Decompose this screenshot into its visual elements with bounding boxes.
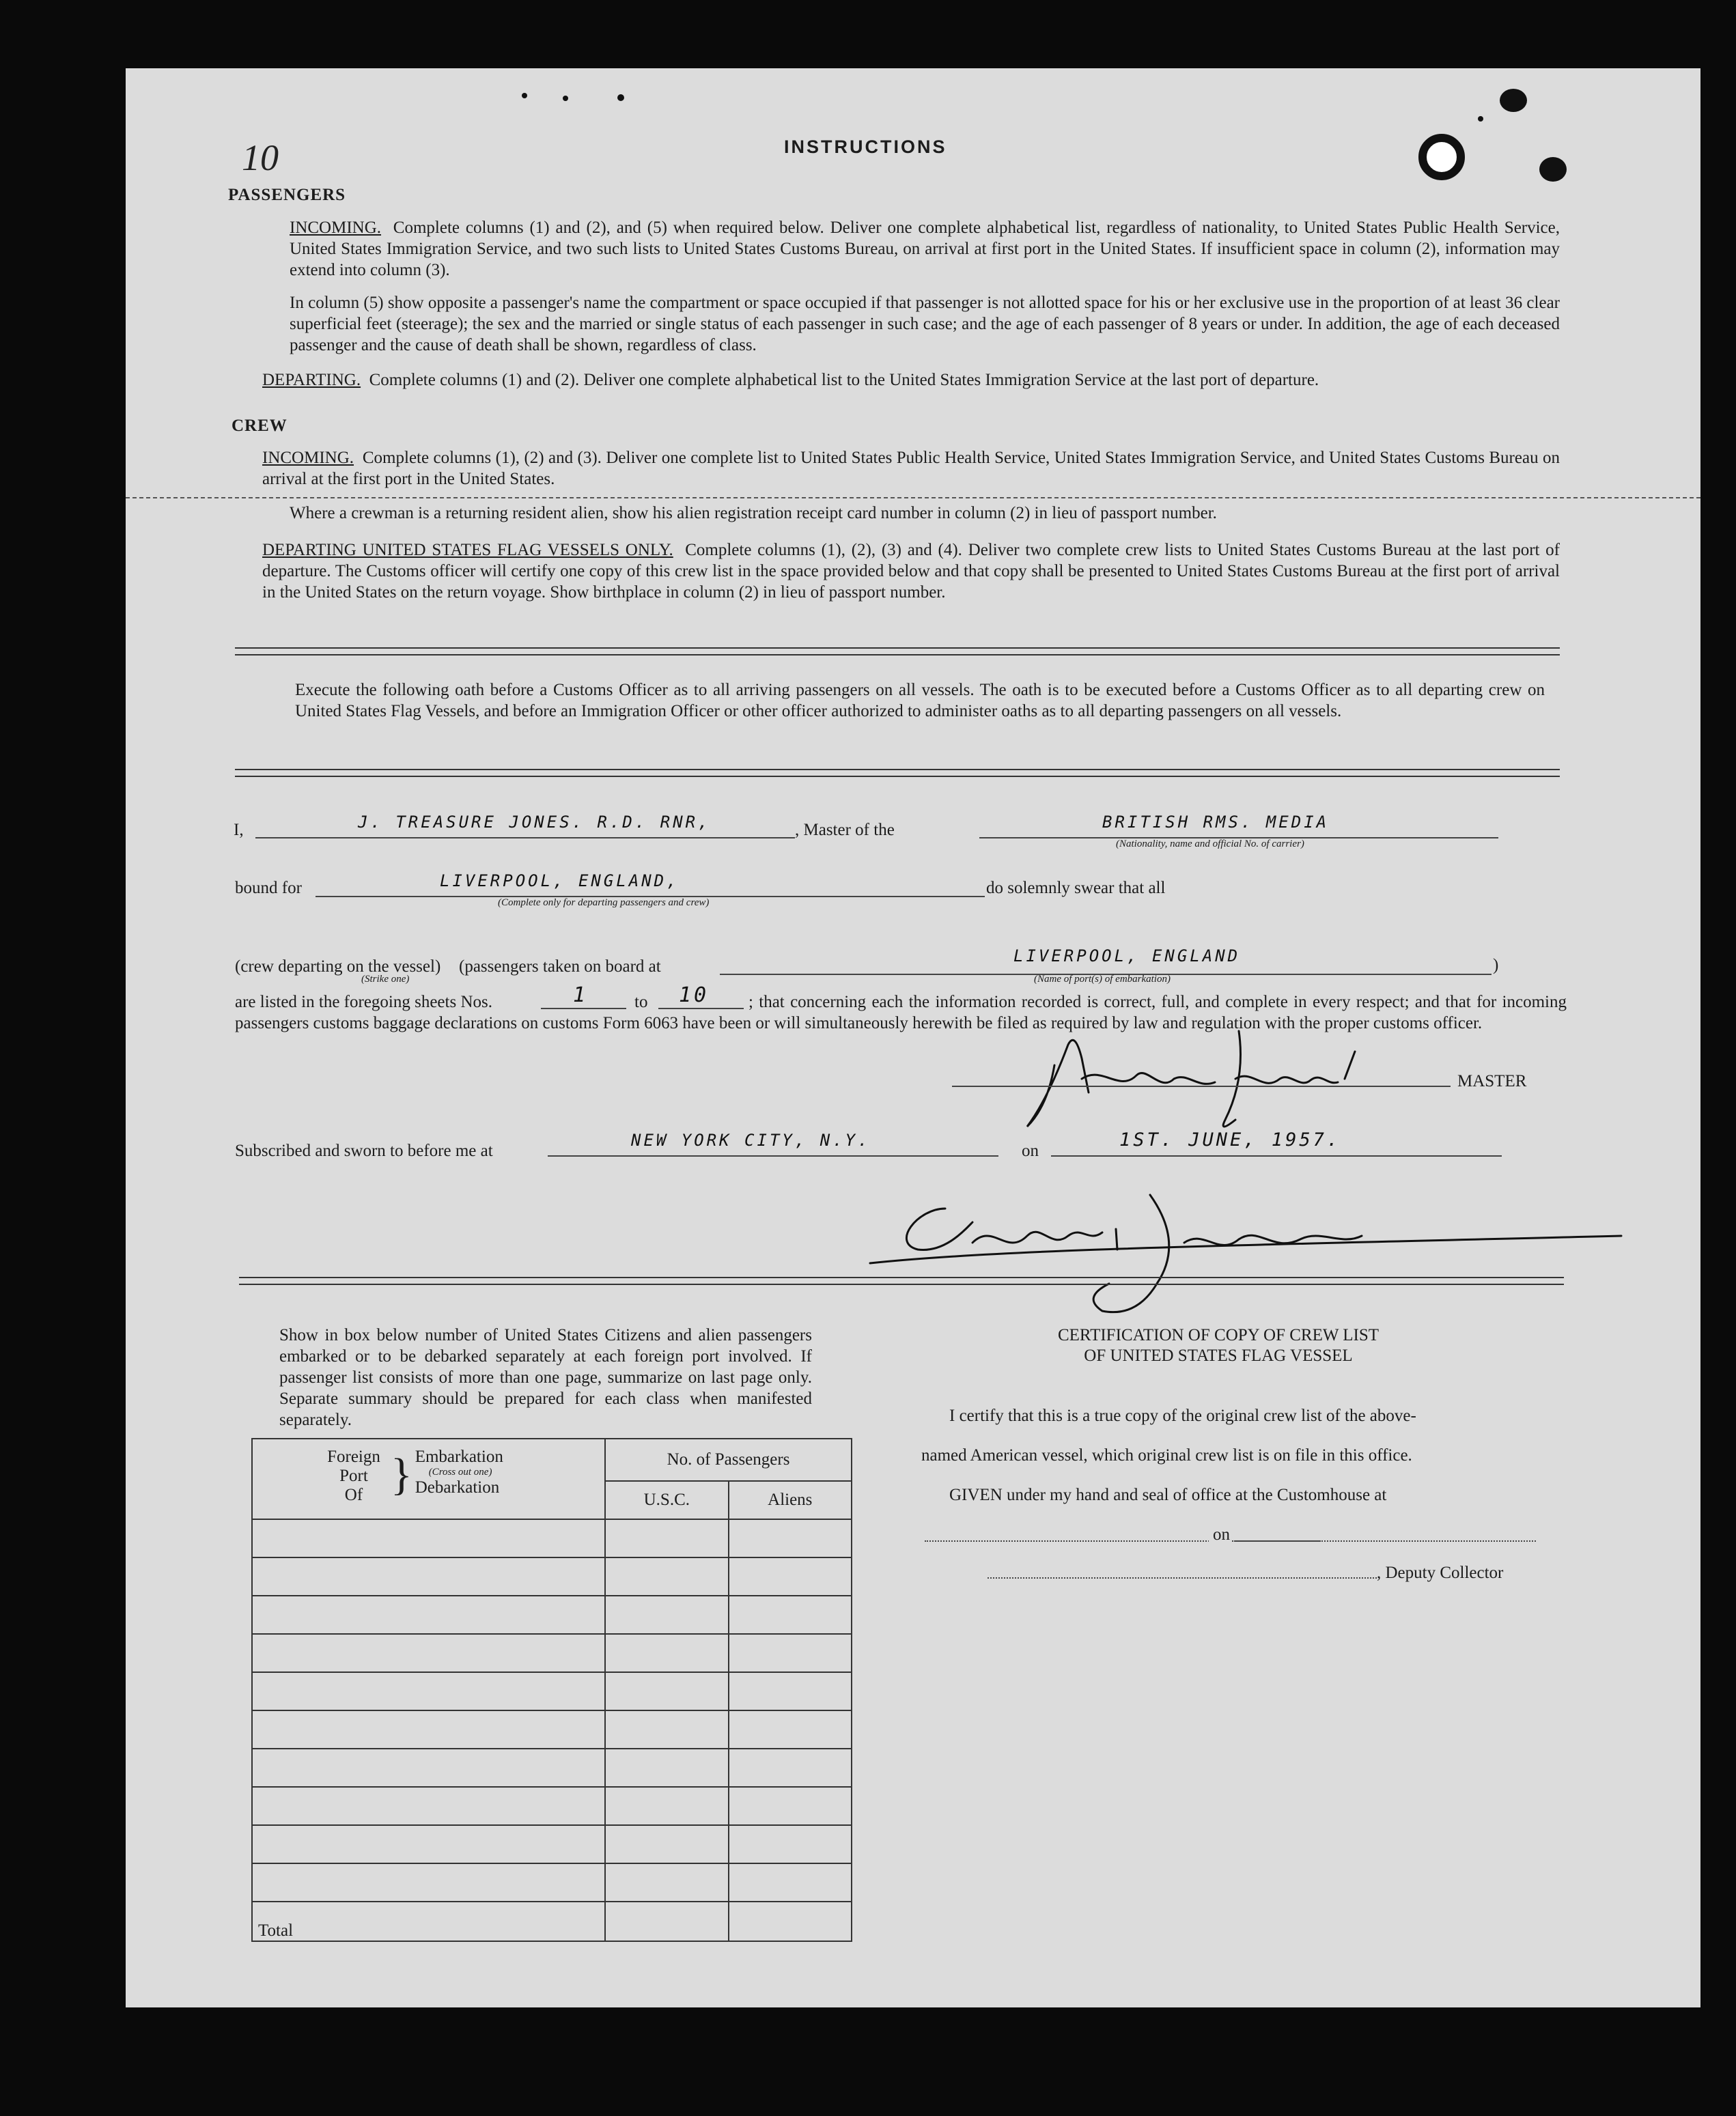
table-row — [252, 1787, 852, 1825]
aliens-cell[interactable] — [729, 1863, 852, 1902]
crew-incoming-text: Complete columns (1), (2) and (3). Deliver one complete list to United States Public Health Service, United States Immigration Service, and United States Customs Bureau on arrival at the first port in the United States. — [262, 449, 1560, 488]
port-cell[interactable] — [252, 1825, 605, 1863]
embarkation-port: LIVERPOOL, ENGLAND — [1013, 946, 1241, 965]
deputy-collector-line[interactable] — [988, 1577, 1377, 1579]
table-row — [252, 1634, 852, 1672]
total-aliens-cell[interactable] — [729, 1902, 852, 1941]
usc-cell[interactable] — [605, 1634, 729, 1672]
aliens-cell[interactable] — [729, 1825, 852, 1863]
port-label-port: Port — [339, 1467, 368, 1485]
subscribed-label: Subscribed and sworn to before me at — [235, 1142, 493, 1160]
certification-title-2: OF UNITED STATES FLAG VESSEL — [1084, 1346, 1353, 1365]
crew-departing-label: DEPARTING UNITED STATES FLAG VESSELS ONLY. — [262, 541, 673, 559]
sworn-date: 1ST. JUNE, 1957. — [1119, 1129, 1341, 1151]
form-page — [126, 68, 1700, 2007]
divider — [235, 769, 1560, 770]
to-label: to — [634, 993, 648, 1011]
master-name: J. TREASURE JONES. R.D. RNR, — [358, 813, 711, 832]
sworn-on-label: on — [1022, 1142, 1039, 1160]
passengers-column5: In column (5) show opposite a passenger's name the compartment or space occupied if that passenger is not allotted space for his or her exclusive use in the proportion of at least 36 clear superficial feet (steerage); the sex and the married or single status of each passenger in such case; and the age of each passenger of 8 years or under. In addition, the age of each deceased passenger and the cause of death shall be shown, regardless of class. — [290, 294, 1560, 354]
deputy-collector-label: , Deputy Collector — [1377, 1564, 1504, 1582]
oath-i-label: I, — [234, 821, 244, 839]
aliens-cell[interactable] — [729, 1634, 852, 1672]
table-row — [252, 1519, 852, 1557]
margin-note: 10 — [242, 137, 279, 178]
port-cell[interactable] — [252, 1749, 605, 1787]
port-cell[interactable] — [252, 1519, 605, 1557]
sworn-place: NEW YORK CITY, N.Y. — [631, 1131, 871, 1150]
certify-text-2: named American vessel, which original crew list is on file in this office. — [921, 1446, 1412, 1465]
divider — [239, 1284, 1564, 1285]
usc-cell[interactable] — [605, 1863, 729, 1902]
departing-label: DEPARTING. — [262, 371, 361, 389]
oath-instructions: Execute the following oath before a Customs Officer as to all arriving passengers on all vessels. The oath is to be executed before a Customs Officer as to all departing crew on United States Flag Vessels, and before an Immigration Officer or other officer authorized to administer oaths as to all departing passengers on all vessels. — [295, 681, 1545, 720]
ink-spot — [1500, 89, 1527, 112]
customs-officer-signature — [863, 1168, 1635, 1325]
sheet-from: 1 — [573, 983, 589, 1007]
instructions-title: INSTRUCTIONS — [784, 137, 947, 157]
given-text: GIVEN under my hand and seal of office at the Customhouse at — [949, 1486, 1387, 1504]
passengers-incoming — [290, 217, 1560, 281]
passengers-departing — [262, 369, 1560, 391]
table-row — [252, 1825, 852, 1863]
table-row — [252, 1557, 852, 1596]
divider — [239, 1277, 1564, 1278]
aliens-cell[interactable] — [729, 1672, 852, 1710]
port-cell[interactable] — [252, 1787, 605, 1825]
total-usc-cell[interactable] — [605, 1902, 729, 1941]
cert-on-label: on — [1209, 1524, 1234, 1545]
strike-one-caption: (Strike one) — [361, 974, 410, 985]
usc-cell[interactable] — [605, 1710, 729, 1749]
summary-instructions: Show in box below number of United States Citizens and alien passengers embarked or to be debarked separately at each foreign port involved. If passenger list consists of more than one page, summarize on last page only. Separate summary should be prepared for each class when manifested separately. — [279, 1326, 812, 1429]
ink-spot — [522, 93, 527, 98]
table-body — [252, 1519, 852, 1902]
usc-cell[interactable] — [605, 1672, 729, 1710]
table-row — [252, 1672, 852, 1710]
incoming-text: Complete columns (1) and (2), and (5) when required below. Deliver one complete alphabetical list, regardless of nationality, to United States Public Health Service, United States Immigration Service, and two such lists to United States Customs Bureau, on arrival at first port in the United States. If insufficient space in column (2), information may extend into column (3). — [290, 218, 1560, 279]
crew-incoming — [262, 447, 1560, 490]
port-cell[interactable] — [252, 1863, 605, 1902]
cross-out-caption: (Cross out one) — [428, 1467, 492, 1478]
bound-for-port: LIVERPOOL, ENGLAND, — [440, 871, 680, 890]
usc-cell[interactable] — [605, 1749, 729, 1787]
embarkation-label: Embarkation — [415, 1448, 503, 1466]
master-signature-line — [952, 1086, 1451, 1087]
table-row — [252, 1710, 852, 1749]
aliens-cell[interactable] — [729, 1557, 852, 1596]
crew-incoming-label: INCOMING. — [262, 449, 354, 467]
brace: } — [391, 1450, 412, 1499]
usc-cell[interactable] — [605, 1519, 729, 1557]
crew-alien-text: Where a crewman is a returning resident alien, show his alien registration receipt card number in column (2) in lieu of passport number. — [290, 504, 1217, 522]
divider — [126, 497, 1700, 498]
close-paren: ) — [1493, 956, 1499, 974]
usc-cell[interactable] — [605, 1787, 729, 1825]
usc-header: U.S.C. — [605, 1481, 729, 1519]
master-title: MASTER — [1457, 1072, 1527, 1090]
passengers-taken-label: (passengers taken on board at — [459, 957, 661, 976]
table-row — [252, 1596, 852, 1634]
debarkation-label: Debarkation — [415, 1478, 500, 1497]
passengers-heading: PASSENGERS — [228, 186, 346, 204]
port-cell[interactable] — [252, 1672, 605, 1710]
usc-cell[interactable] — [605, 1557, 729, 1596]
listed-label: are listed in the foregoing sheets Nos. — [235, 993, 492, 1011]
port-label-foreign: Foreign — [327, 1448, 380, 1466]
crew-departing — [262, 539, 1560, 603]
certify-text-1: I certify that this is a true copy of the original crew list of the above- — [949, 1407, 1416, 1425]
port-cell[interactable] — [252, 1596, 605, 1634]
divider — [235, 647, 1560, 649]
usc-cell[interactable] — [605, 1825, 729, 1863]
aliens-cell[interactable] — [729, 1710, 852, 1749]
port-cell[interactable] — [252, 1557, 605, 1596]
master-signature — [1000, 1017, 1369, 1140]
aliens-cell[interactable] — [729, 1596, 852, 1634]
ink-spot — [1539, 157, 1567, 182]
embarkation-caption: (Name of port(s) of embarkation) — [1034, 974, 1171, 985]
concerning-text-span: ; that concerning each the information recorded is correct, full, and complete in every respect; and that for incoming passengers customs baggage declarations on customs Form 6063 have been or will simultaneously herewith be filed as required by law and regulation with the proper customs officer. — [235, 993, 1567, 1032]
bound-for-label: bound for — [235, 879, 302, 897]
swear-label: do solemnly swear that all — [986, 879, 1166, 897]
no-passengers-header: No. of Passengers — [605, 1439, 852, 1481]
total-label: Total — [252, 1902, 605, 1941]
passenger-summary-table — [251, 1438, 852, 1942]
incoming-label: INCOMING. — [290, 218, 382, 237]
divider — [235, 654, 1560, 655]
crew-departing-text: Complete columns (1), (2), (3) and (4). Deliver two complete crew lists to United States Customs Bureau at the last port of departure. The Customs officer will certify one copy of this crew list in the space provided below and that copy shall be presented to United States Customs Bureau at the first port of arrival in the United States on the return voyage. Show birthplace in column (2) in lieu of passport number. — [262, 541, 1560, 602]
port-header-cell — [252, 1439, 605, 1519]
usc-cell[interactable] — [605, 1596, 729, 1634]
certification-title-1: CERTIFICATION OF COPY OF CREW LIST — [1057, 1326, 1380, 1344]
crew-heading: CREW — [232, 417, 288, 435]
port-label-of: Of — [344, 1486, 363, 1504]
table-header-row — [252, 1439, 852, 1481]
aliens-cell[interactable] — [729, 1787, 852, 1825]
master-of-label: , Master of the — [795, 821, 895, 839]
ink-spot — [617, 94, 624, 101]
table-row — [252, 1749, 852, 1787]
cert-date-line[interactable] — [1232, 1540, 1536, 1542]
port-cell[interactable] — [252, 1710, 605, 1749]
vessel-name: BRITISH RMS. MEDIA — [1102, 813, 1330, 832]
total-row — [252, 1902, 852, 1941]
bound-for-caption: (Complete only for departing passengers and crew) — [498, 897, 710, 908]
ink-spot — [1478, 116, 1483, 122]
aliens-cell[interactable] — [729, 1519, 852, 1557]
ink-spot — [563, 96, 568, 101]
table-row — [252, 1863, 852, 1902]
sheet-to: 10 — [679, 983, 710, 1007]
divider — [235, 776, 1560, 777]
departing-text: Complete columns (1) and (2). Deliver one complete alphabetical list to the United States Immigration Service at the last port of departure. — [369, 371, 1319, 389]
vessel-caption: (Nationality, name and official No. of carrier) — [1116, 838, 1304, 849]
aliens-header: Aliens — [729, 1481, 852, 1519]
crew-departing-option: (crew departing on the vessel) — [235, 957, 441, 976]
port-cell[interactable] — [252, 1634, 605, 1672]
ink-spot — [1418, 134, 1465, 180]
aliens-cell[interactable] — [729, 1749, 852, 1787]
